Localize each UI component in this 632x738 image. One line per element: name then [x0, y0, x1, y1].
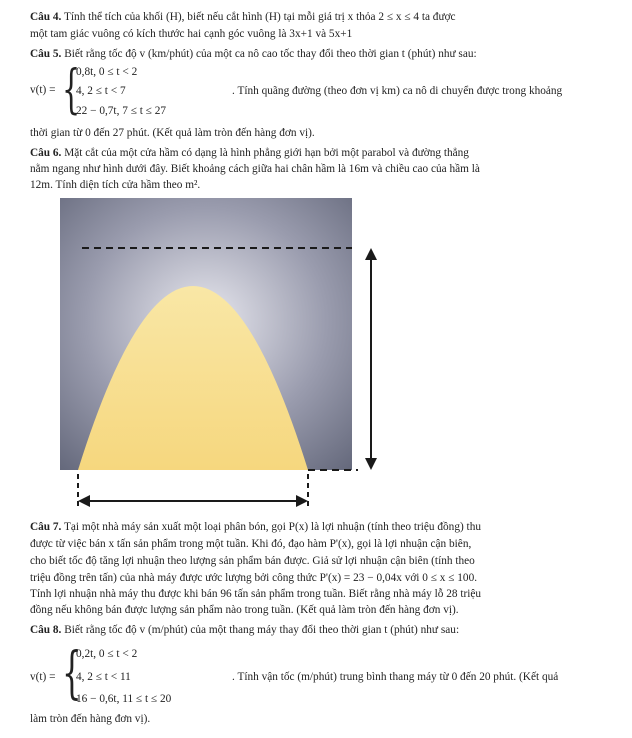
q7-text-1: Tại một nhà máy sản xuất một loại phân bón, gọi P(x) là lợi nhuận (tính theo triệu đồng) thu [64, 521, 481, 533]
q7-line-2: được từ việc bán x tấn sản phẩm trong một tuần. Khi đó, đạo hàm P'(x), gọi là lợi nhuận cận biên, [30, 538, 472, 550]
width-arrow-head-left [78, 495, 90, 507]
q5-label: Câu 5. [30, 48, 62, 60]
q8-case-3: 16 − 0,6t, 11 ≤ t ≤ 20 [76, 693, 172, 705]
q8-line-1 [30, 623, 459, 637]
q8-text-1: Biết rằng tốc độ v (m/phút) của một thang máy thay đổi theo thời gian t (phút) như sau: [64, 624, 460, 636]
q8-case-1: 0,2t, 0 ≤ t < 2 [76, 648, 138, 660]
q8-case-2: 4, 2 ≤ t < 11 [76, 671, 131, 683]
q6-label: Câu 6. [30, 147, 62, 159]
q4-line-1 [30, 10, 456, 24]
q4-label: Câu 4. [30, 11, 62, 23]
q4-line-2: một tam giác vuông có kích thước hai cạnh góc vuông là 3x+1 và 5x+1 [30, 28, 353, 40]
q6-text-1: Mặt cắt của một cửa hầm có dạng là hình phẳng giới hạn bởi một parabol và đường thẳng [64, 147, 469, 159]
q8-line-3: làm tròn đến hàng đơn vị). [30, 713, 151, 725]
q7-line-3: cho biết tốc độ tăng lợi nhuận theo lượng sản phẩm bán được. Giả sử lợi nhuận cận biên (tính theo [30, 555, 475, 567]
q8-brace: { [62, 641, 82, 706]
q5-case-2: 4, 2 ≤ t < 7 [76, 85, 126, 97]
height-arrow-head-bottom [365, 458, 377, 470]
q7-label: Câu 7. [30, 521, 62, 533]
height-arrow-head-top [365, 248, 377, 260]
q7-line-6: đồng nếu không bán được lượng sản phẩm nào trong tuần. (Kết quả làm tròn đến hàng đơn vị). [30, 604, 459, 616]
q8-label: Câu 8. [30, 624, 62, 636]
tunnel-figure [60, 198, 390, 514]
q8-function-name: v(t) = [30, 671, 56, 683]
q6-line-1 [30, 146, 469, 160]
q5-function-name: v(t) = [30, 84, 56, 96]
q6-line-2: nằm ngang như hình dưới đây. Biết khoảng cách giữa hai chân hầm là 16m và chiều cao của hầm là [30, 163, 480, 175]
q7-line-5: Tính lợi nhuận nhà máy thu được khi bán 96 tấn sản phẩm trong tuần. Biết rằng nhà máy lỗ 28 triệu [30, 588, 482, 600]
q7-line-4: triệu đồng trên tấn) của nhà máy được ước lượng bởi công thức P'(x) = 23 − 0,04x với 0 ≤ x ≤ 100. [30, 572, 478, 584]
q5-line-1 [30, 47, 477, 61]
q6-line-3: 12m. Tính diện tích cửa hầm theo m². [30, 179, 201, 191]
q5-line-3: thời gian từ 0 đến 27 phút. (Kết quả làm tròn đến hàng đơn vị). [30, 127, 315, 139]
q5-question-tail: . Tính quãng đường (theo đơn vị km) ca nô di chuyển được trong khoảng [232, 85, 563, 97]
q4-text-1: Tính thể tích của khối (H), biết nếu cắt hình (H) tại mỗi giá trị x thỏa 2 ≤ x ≤ 4 ta được [64, 11, 456, 23]
q5-brace: { [62, 60, 81, 120]
q8-question-tail: . Tính vận tốc (m/phút) trung bình thang máy từ 0 đến 20 phút. (Kết quả [232, 671, 559, 683]
q7-line-1 [30, 520, 481, 534]
q5-text-1: Biết rằng tốc độ v (km/phút) của một ca nô cao tốc thay đổi theo thời gian t (phút) như sau: [64, 48, 477, 60]
q5-case-3: 22 − 0,7t, 7 ≤ t ≤ 27 [76, 105, 167, 117]
width-arrow-head-right [296, 495, 308, 507]
q5-case-1: 0,8t, 0 ≤ t < 2 [76, 66, 138, 78]
